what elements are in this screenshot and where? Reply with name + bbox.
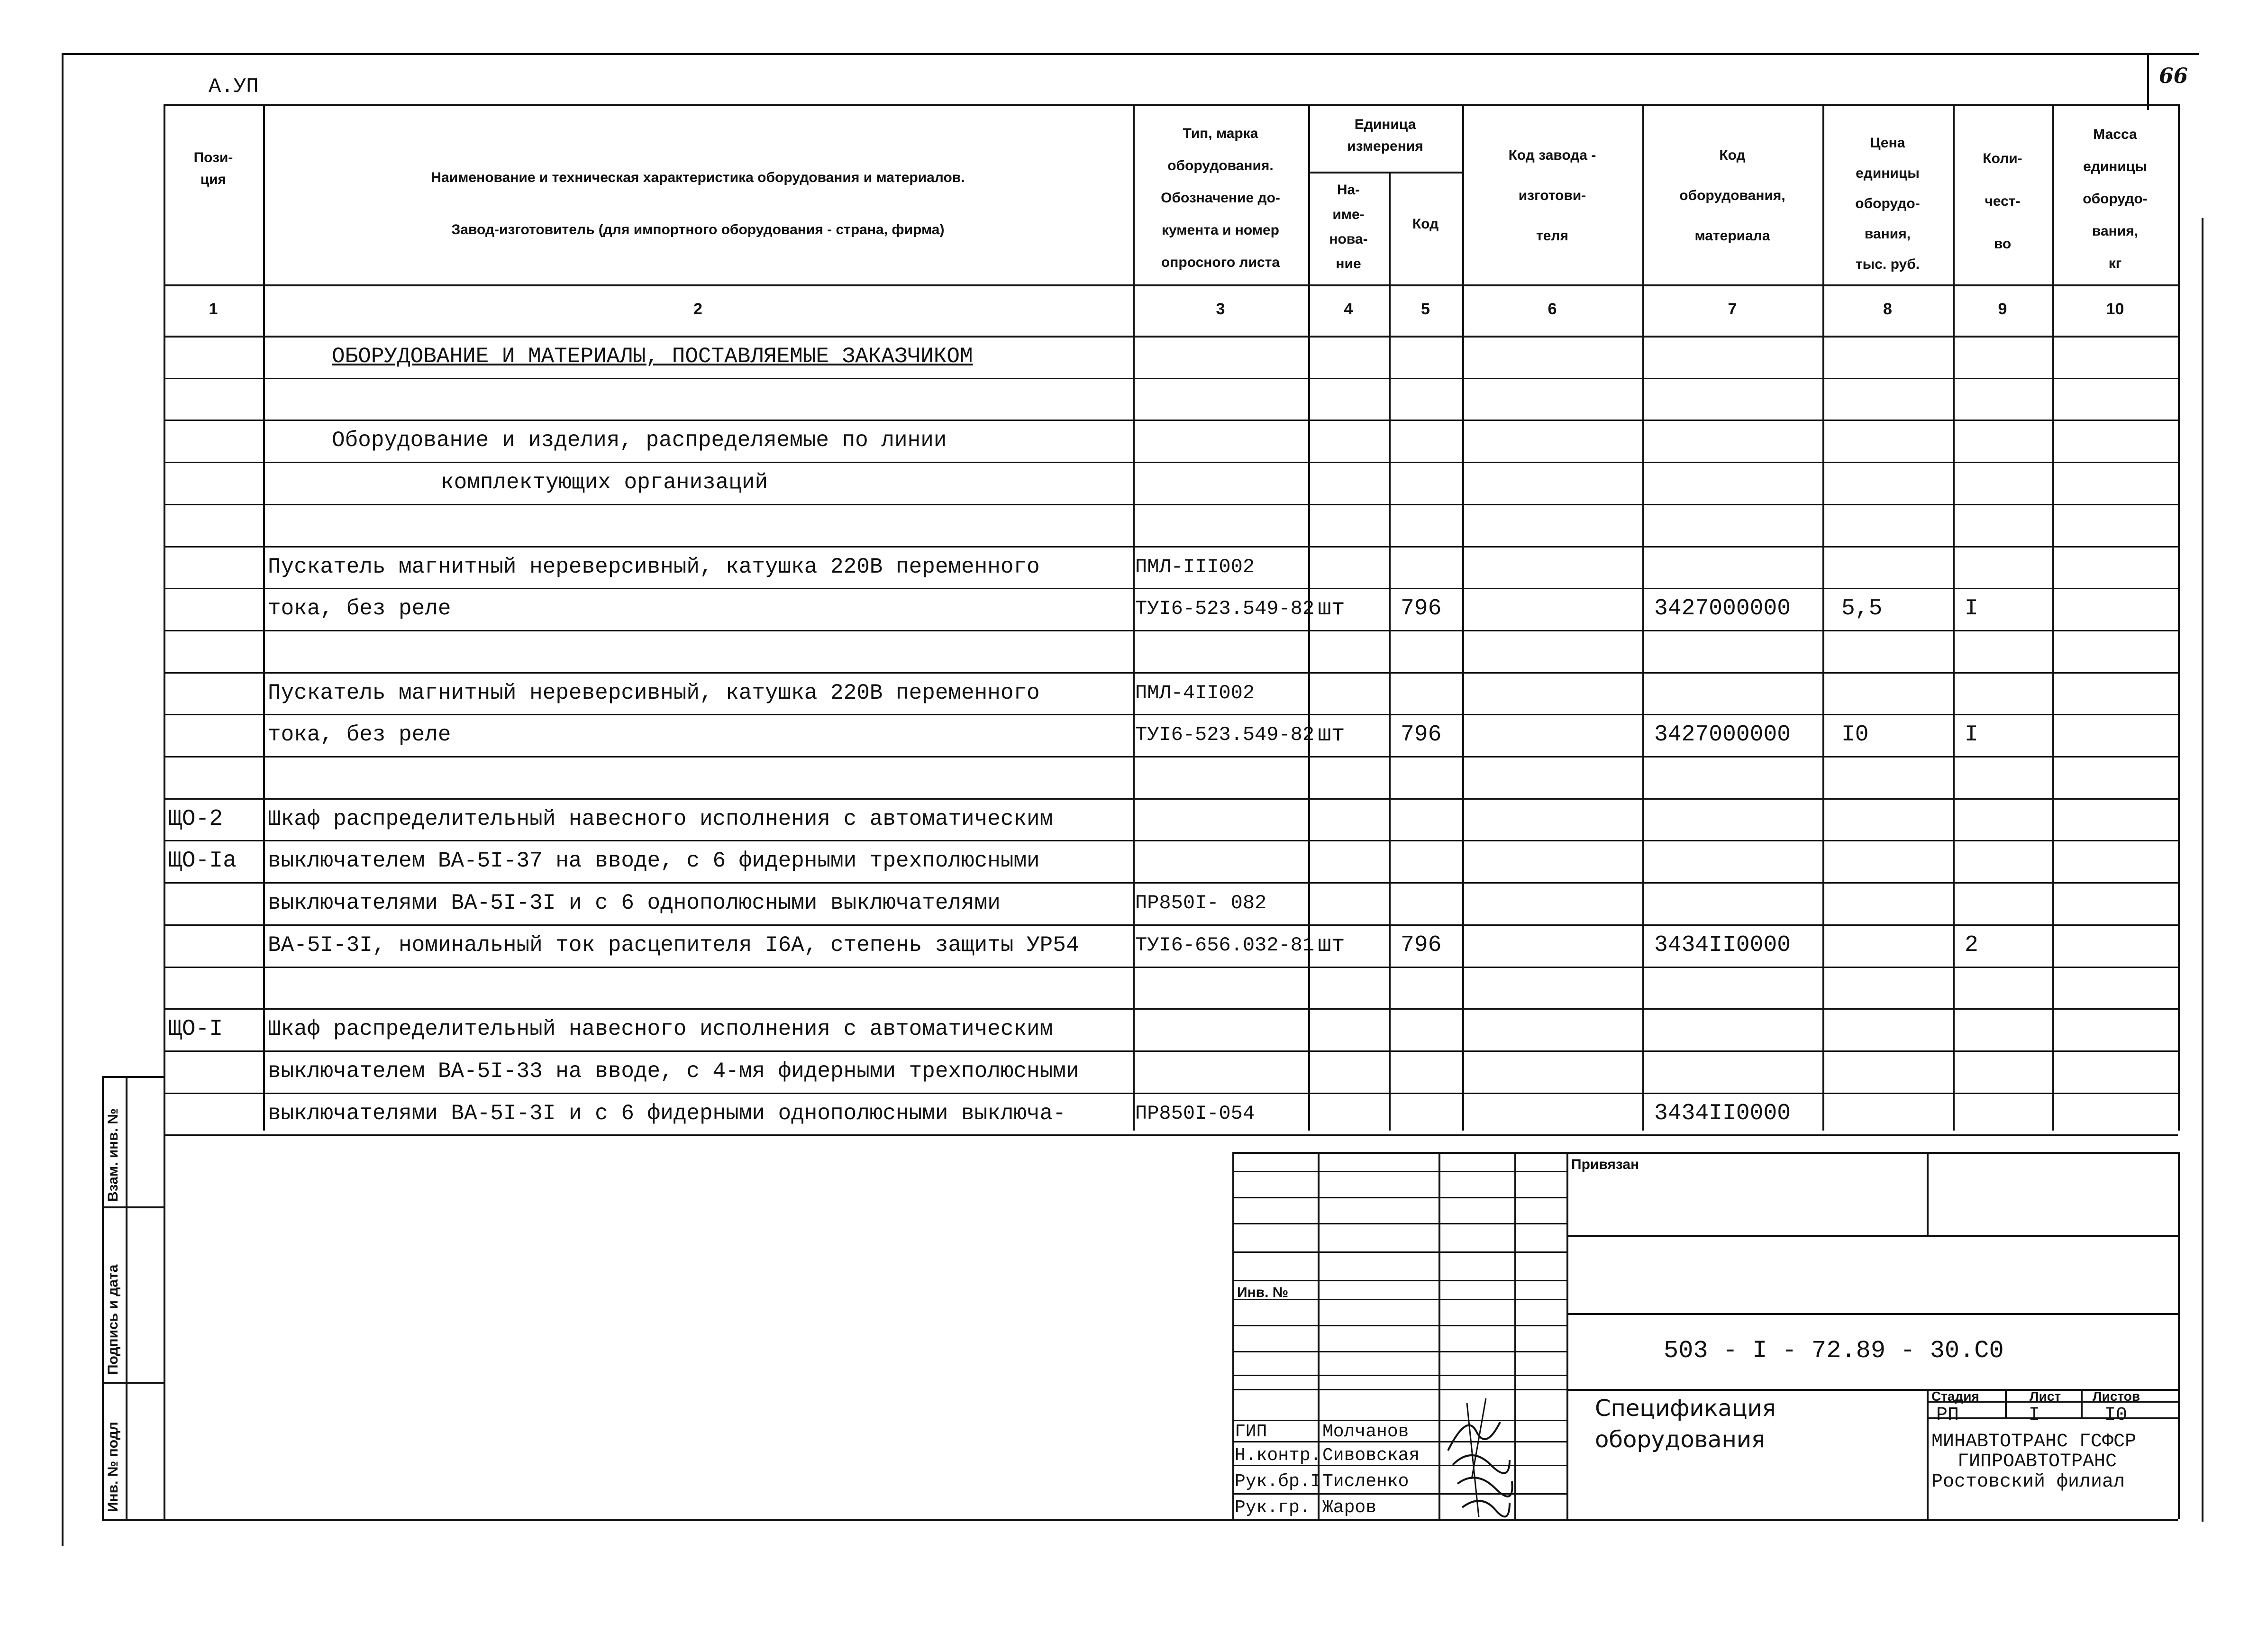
cell-name: выключателями ВА-5I-3I и с 6 однополюсными выключателями — [268, 891, 1001, 915]
side-label-vzam: Взам. инв. № — [105, 1108, 121, 1202]
header-name: Наименование и техническая характеристика оборудования и материалов. Завод-изготовитель (для импортного оборудования - страна, фирма) — [431, 170, 965, 237]
header-quantity: Коли- чест- во — [1983, 151, 2022, 252]
org-ministry: МИНАВТОТРАНС ГСФСР — [1931, 1431, 2137, 1452]
colnum-5: 5 — [1421, 300, 1430, 318]
document-code: 503 - I - 72.89 - 30.С0 — [1664, 1337, 2004, 1365]
list-value: I — [2029, 1405, 2040, 1426]
stadiya-value: РП — [1936, 1405, 1959, 1426]
cell-name: тока, без реле — [268, 596, 451, 621]
cell-name: выключателями ВА-5I-3I и с 6 фидерными однополюсными выключа- — [268, 1101, 1066, 1126]
cell-name: Шкаф распределительный навесного исполнения с автоматическим — [268, 1017, 1053, 1041]
colnum-10: 10 — [2106, 300, 2124, 318]
signature-role: Рук.бр.I — [1235, 1471, 1321, 1492]
cell-name: Пускатель магнитный нереверсивный, катушка 220В переменного — [268, 555, 1040, 579]
cell-type: ПР850I-054 — [1135, 1102, 1255, 1125]
header-mass: Масса единицы оборудо- вания, кг — [2083, 127, 2148, 271]
colnum-4: 4 — [1344, 300, 1353, 318]
org-institute: ГИПРОАВТОТРАНС — [1957, 1451, 2117, 1472]
cell-type: ПР850I- 082 — [1135, 892, 1267, 914]
cell-equipment-code: 3434II0000 — [1654, 1101, 1791, 1126]
listov-label: Листов — [2093, 1389, 2140, 1404]
inv-no-label: Инв. № — [1237, 1285, 1289, 1300]
cell-type: ТУI6-523.549-82 — [1135, 597, 1315, 620]
cell-type: ПМЛ-4II002 — [1135, 682, 1255, 704]
colnum-9: 9 — [1998, 300, 2007, 318]
cell-unit: шт — [1318, 932, 1345, 958]
org-branch: Ростовский филиал — [1931, 1471, 2125, 1493]
header-price: Цена единицы оборудо- вания, тыс. руб. — [1855, 135, 1920, 272]
signature-name: Молчанов — [1322, 1422, 1409, 1442]
side-label-podpis: Подпись и дата — [105, 1264, 121, 1375]
cell-quantity: 2 — [1965, 932, 1978, 958]
colnum-8: 8 — [1883, 300, 1892, 318]
cell-position: ЩО-2 — [168, 806, 223, 832]
cell-position: ЩО-I — [168, 1016, 223, 1042]
listov-value: I0 — [2104, 1405, 2128, 1426]
cell-name: Шкаф распределительный навесного исполнения с автоматическим — [268, 807, 1053, 831]
cell-equipment-code: 3434II0000 — [1654, 932, 1791, 958]
colnum-3: 3 — [1216, 300, 1225, 318]
cell-name: тока, без реле — [268, 722, 451, 747]
cell-name: выключателем ВА-5I-37 на вводе, с 6 фидерными трехполюсными — [268, 849, 1040, 873]
privyazan-label: Привязан — [1571, 1157, 1639, 1172]
colnum-7: 7 — [1728, 300, 1737, 318]
list-label: Лист — [2030, 1389, 2061, 1404]
cell-name: комплектующих организаций — [441, 470, 768, 495]
signature-role: ГИП — [1235, 1422, 1267, 1442]
header-position: Пози- ция — [193, 150, 233, 187]
cell-equipment-code: 3427000000 — [1654, 596, 1791, 621]
cell-name: Оборудование и изделия, распределяемые по линии — [332, 428, 947, 453]
header-maker-code: Код завода - изготови- теля — [1508, 147, 1596, 244]
header-unit-group: Единица измерения — [1347, 117, 1423, 154]
signature-role: Н.контр. — [1235, 1445, 1321, 1466]
cell-quantity: I — [1965, 722, 1978, 748]
side-label-inv-podl: Инв. № подл — [105, 1422, 121, 1512]
cell-price: 5,5 — [1841, 596, 1883, 621]
cell-equipment-code: 3427000000 — [1654, 722, 1791, 748]
cell-unit-code: 796 — [1401, 722, 1442, 748]
cell-quantity: I — [1965, 596, 1978, 621]
cell-name: ОБОРУДОВАНИЕ И МАТЕРИАЛЫ, ПОСТАВЛЯЕМЫЕ ЗАКАЗЧИКОМ — [332, 344, 973, 369]
sheet-mark: 66 — [2159, 64, 2188, 88]
cell-type: ТУI6-523.549-82 — [1135, 723, 1315, 746]
header-unit-name: На- име- нова- ние — [1329, 182, 1368, 272]
cell-name: ВА-5I-3I, номинальный ток расцепителя I6А, степень защиты УР54 — [268, 933, 1079, 958]
stadiya-label: Стадия — [1931, 1389, 1979, 1404]
header-unit-code: Код — [1412, 216, 1439, 232]
signature-role: Рук.гр. — [1235, 1497, 1311, 1518]
colnum-1: 1 — [209, 300, 218, 318]
signature-name: Тисленко — [1322, 1471, 1409, 1492]
colnum-2: 2 — [693, 300, 702, 318]
document-title: Спецификация оборудования — [1595, 1395, 1776, 1453]
cell-name: выключателем ВА-5I-33 на вводе, с 4-мя фидерными трехполюсными — [268, 1059, 1079, 1084]
cell-name: Пускатель магнитный нереверсивный, катушка 220В переменного — [268, 681, 1040, 705]
cell-unit: шт — [1318, 722, 1345, 748]
signature-name: Жаров — [1322, 1497, 1377, 1518]
signature-scribbles — [1438, 1394, 1517, 1519]
cell-unit-code: 796 — [1401, 596, 1442, 621]
header-type: Тип, марка оборудования. Обозначение до- кумента и номер опросного листа — [1161, 126, 1280, 270]
cell-unit-code: 796 — [1401, 932, 1442, 958]
signature-name: Сивовская — [1322, 1445, 1420, 1466]
header-equipment-code: Код оборудования, материала — [1679, 147, 1785, 244]
cell-unit: шт — [1318, 596, 1345, 621]
cell-type: ТУI6-656.032-81 — [1135, 934, 1315, 957]
cell-type: ПМЛ-III002 — [1135, 556, 1255, 578]
colnum-6: 6 — [1548, 300, 1557, 318]
corner-code: А.УП — [209, 75, 259, 99]
cell-position: ЩО-Iа — [168, 848, 237, 874]
cell-price: I0 — [1841, 722, 1869, 748]
